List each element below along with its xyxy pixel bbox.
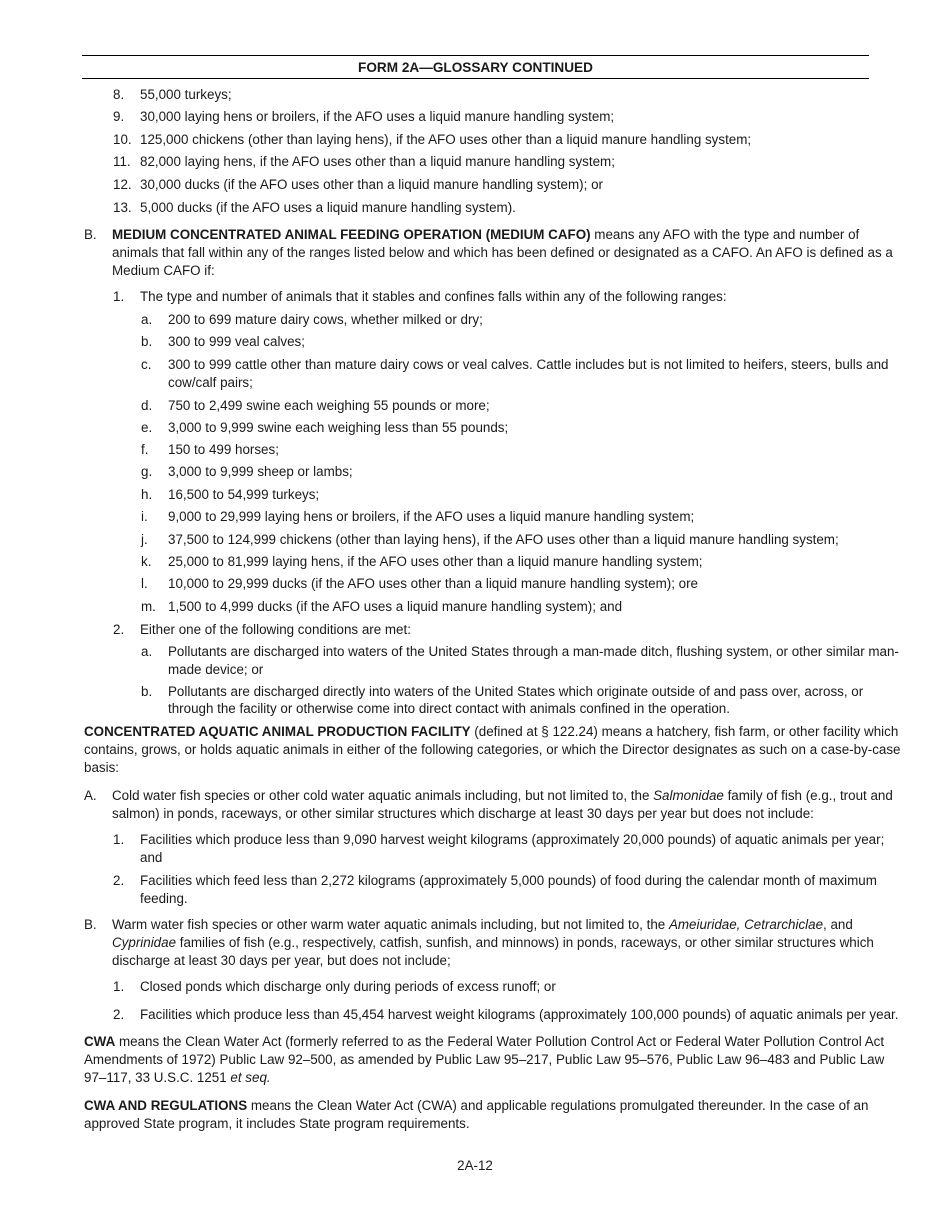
definition-line: discharge at least 30 days per year, but does not include;: [112, 953, 451, 968]
list-number: 9.: [113, 109, 125, 124]
list-item: 200 to 699 mature dairy cows, whether milked or dry;: [168, 312, 483, 327]
definition-term: CONCENTRATED AQUATIC ANIMAL PRODUCTION FACILITY: [84, 724, 471, 739]
definition-line: CONCENTRATED AQUATIC ANIMAL PRODUCTION FACILITY (defined at § 122.24) means a hatchery, fish farm, or other facility which: [84, 724, 899, 739]
definition-term: CWA AND REGULATIONS: [84, 1098, 248, 1113]
list-letter: l.: [141, 576, 148, 591]
list-item: 37,500 to 124,999 chickens (other than laying hens), if the AFO uses other than a liquid manure handling system;: [168, 532, 839, 547]
list-item: Either one of the following conditions are met:: [140, 622, 411, 637]
list-letter: c.: [141, 357, 152, 372]
definition-line: Medium CAFO if:: [112, 263, 215, 278]
list-letter: e.: [141, 420, 153, 435]
list-letter: b.: [141, 334, 153, 349]
definition-line: Cyprinidae families of fish (e.g., respectively, catfish, sunfish, and minnows) in ponds, raceways, or other similar structures which: [112, 935, 874, 950]
definition-line: 97–117, 33 U.S.C. 1251 et seq.: [84, 1070, 271, 1085]
list-item: The type and number of animals that it stables and confines falls within any of the following ranges:: [140, 289, 727, 304]
page-title: FORM 2A—GLOSSARY CONTINUED: [358, 60, 593, 75]
list-item: 82,000 laying hens, if the AFO uses other than a liquid manure handling system;: [140, 154, 615, 169]
list-letter: m.: [141, 599, 156, 614]
section-letter: A.: [84, 788, 97, 803]
definition-line: salmon) in ponds, raceways, or other similar structures which discharge at least 30 days per year but does not include:: [112, 806, 814, 821]
list-letter: h.: [141, 487, 153, 502]
list-letter: b.: [141, 684, 153, 699]
header-top-rule: [82, 55, 869, 56]
definition-line: CWA means the Clean Water Act (formerly referred to as the Federal Water Pollution Control Act or Federal Water Pollution Control Act: [84, 1034, 885, 1049]
list-number: 1.: [113, 289, 125, 304]
list-letter: k.: [141, 554, 152, 569]
section-letter: B.: [84, 917, 97, 932]
list-item: Closed ponds which discharge only during periods of excess runoff; or: [140, 979, 556, 994]
section-letter: B.: [84, 227, 97, 242]
list-letter: a.: [141, 644, 153, 659]
list-item: 3,000 to 9,999 swine each weighing less than 55 pounds;: [168, 420, 509, 435]
list-number: 1.: [113, 979, 125, 994]
list-number: 12.: [113, 177, 132, 192]
definition-line: basis:: [84, 760, 119, 775]
page-number: 2A-12: [457, 1158, 493, 1173]
list-number: 8.: [113, 87, 125, 102]
header-bottom-rule: [82, 78, 869, 79]
list-letter: g.: [141, 464, 153, 479]
list-item: Facilities which produce less than 45,454 harvest weight kilograms (approximately 100,000 pounds) of aquatic animals per year.: [140, 1007, 899, 1022]
list-item: Facilities which produce less than 9,090 harvest weight kilograms (approximately 20,000 pounds) of aquatic animals per year;: [140, 832, 885, 847]
list-item: 25,000 to 81,999 laying hens, if the AFO uses other than a liquid manure handling system;: [168, 554, 703, 569]
definition-line: Warm water fish species or other warm water aquatic animals including, but not limited to, the Ameiuridae, Cetrarchiclae, and: [112, 917, 853, 932]
list-letter: a.: [141, 312, 153, 327]
list-item-cont: made device; or: [168, 662, 264, 677]
definition-line: CWA AND REGULATIONS means the Clean Water Act (CWA) and applicable regulations promulgated thereunder. In the case of an: [84, 1098, 869, 1113]
list-item: 300 to 999 veal calves;: [168, 334, 305, 349]
definition-line: approved State program, it includes State program requirements.: [84, 1116, 470, 1131]
list-item: 55,000 turkeys;: [140, 87, 232, 102]
list-number: 1.: [113, 832, 125, 847]
list-number: 10.: [113, 132, 132, 147]
definition-line: Amendments of 1972) Public Law 92–500, as amended by Public Law 95–217, Public Law 95–576, Public Law 96–483 and Public Law: [84, 1052, 885, 1067]
list-item-cont: feeding.: [140, 891, 188, 906]
list-item: 300 to 999 cattle other than mature dairy cows or veal calves. Cattle includes but is not limited to heifers, steers, bulls and: [168, 357, 889, 372]
list-number: 2.: [113, 873, 125, 888]
list-item: 5,000 ducks (if the AFO uses a liquid manure handling system).: [140, 200, 516, 215]
list-item-cont: cow/calf pairs;: [168, 375, 253, 390]
definition-line: MEDIUM CONCENTRATED ANIMAL FEEDING OPERATION (MEDIUM CAFO) means any AFO with the type and number of: [112, 227, 860, 242]
definition-term: MEDIUM CONCENTRATED ANIMAL FEEDING OPERATION (MEDIUM CAFO): [112, 227, 591, 242]
list-letter: j.: [141, 532, 148, 547]
list-item: 30,000 laying hens or broilers, if the AFO uses a liquid manure handling system;: [140, 109, 615, 124]
list-item: 1,500 to 4,999 ducks (if the AFO uses a liquid manure handling system); and: [168, 599, 623, 614]
list-number: 2.: [113, 622, 125, 637]
list-item: 3,000 to 9,999 sheep or lambs;: [168, 464, 353, 479]
list-item: 16,500 to 54,999 turkeys;: [168, 487, 320, 502]
list-item: 150 to 499 horses;: [168, 442, 279, 457]
list-item: 30,000 ducks (if the AFO uses other than a liquid manure handling system); or: [140, 177, 603, 192]
list-item: Facilities which feed less than 2,272 kilograms (approximately 5,000 pounds) of food during the calendar month of maximum: [140, 873, 877, 888]
definition-term: CWA: [84, 1034, 116, 1049]
list-number: 13.: [113, 200, 132, 215]
list-number: 2.: [113, 1007, 125, 1022]
list-item: 750 to 2,499 swine each weighing 55 pounds or more;: [168, 398, 490, 413]
list-number: 11.: [113, 154, 131, 169]
definition-line: Cold water fish species or other cold water aquatic animals including, but not limited to, the Salmonidae family of fish (e.g., trout and: [112, 788, 893, 803]
list-item: 125,000 chickens (other than laying hens), if the AFO uses other than a liquid manure handling system;: [140, 132, 752, 147]
list-item: Pollutants are discharged into waters of the United States through a man-made ditch, flushing system, or other similar man-: [168, 644, 899, 659]
list-letter: i.: [141, 509, 148, 524]
list-item: 10,000 to 29,999 ducks (if the AFO uses other than a liquid manure handling system); ore: [168, 576, 698, 591]
list-item-cont: through the facility or otherwise come into direct contact with animals confined in the operation.: [168, 701, 730, 716]
list-letter: f.: [141, 442, 149, 457]
list-item: Pollutants are discharged directly into waters of the United States which originate outside of and pass over, across, or: [168, 684, 864, 699]
definition-line: animals that fall within any of the ranges listed below and which has been defined or designated as a CAFO. An AFO is defined as a: [112, 245, 893, 260]
list-item: 9,000 to 29,999 laying hens or broilers, if the AFO uses a liquid manure handling system;: [168, 509, 695, 524]
list-item-cont: and: [140, 850, 163, 865]
definition-line: contains, grows, or holds aquatic animals in either of the following categories, or which the Director designates as such on a case-by-case: [84, 742, 901, 757]
list-letter: d.: [141, 398, 153, 413]
